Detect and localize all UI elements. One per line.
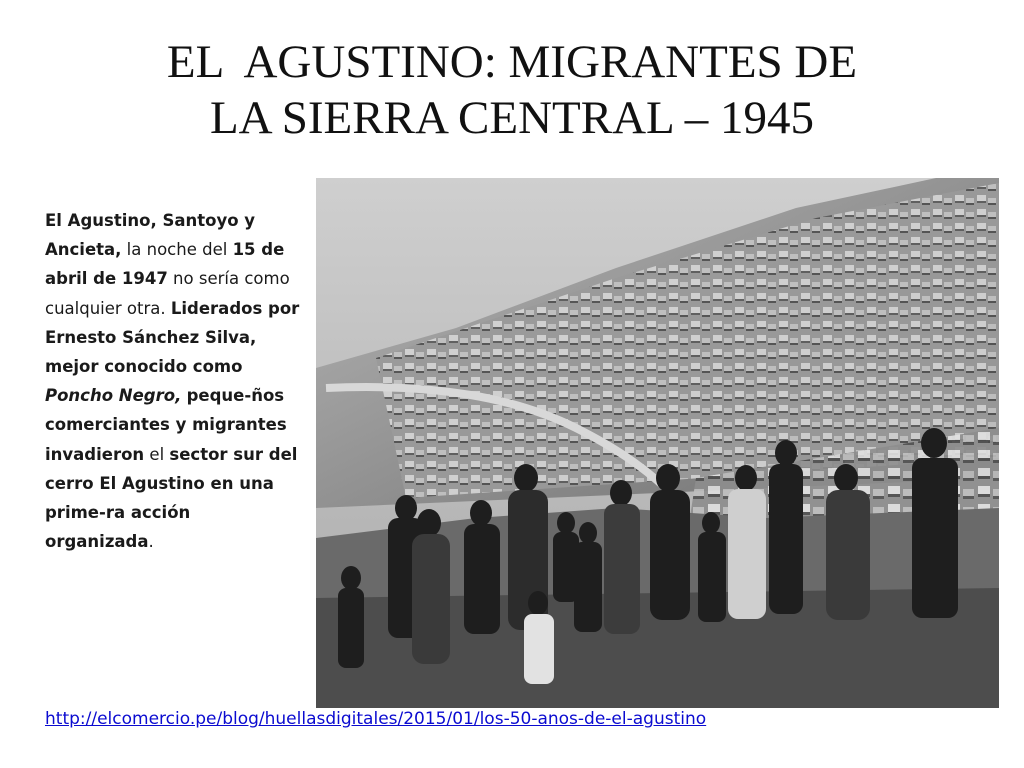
text-run: Liderados por Ernesto Sánchez Silva, mejor conocido como	[45, 298, 300, 377]
text-run: no sería como cualquier otra.	[45, 269, 290, 318]
photo-illustration	[316, 178, 999, 708]
text-run: 15 de abril de 1947	[45, 240, 285, 289]
description-paragraph	[45, 206, 303, 556]
text-run: El Agustino, Santoyo y Ancieta,	[45, 211, 256, 260]
text-run: peque-ños comerciantes y migrantes invadieron	[45, 386, 287, 464]
text-run: la noche del	[121, 240, 233, 260]
text-run: el	[144, 444, 170, 464]
historical-photo	[316, 178, 999, 708]
title-line-1: EL AGUSTINO: MIGRANTES DE	[166, 36, 858, 88]
title-line-2: LA SIERRA CENTRAL – 1945	[209, 92, 815, 144]
text-run: Poncho Negro,	[45, 386, 182, 406]
text-run: .	[148, 532, 154, 552]
text-run: sector sur del cerro El Agustino en una prime-ra acción organizada	[45, 444, 298, 552]
slide-title	[60, 34, 964, 146]
source-link[interactable]: http://elcomercio.pe/blog/huellasdigitales/2015/01/los-50-anos-de-el-agustino	[45, 709, 707, 729]
